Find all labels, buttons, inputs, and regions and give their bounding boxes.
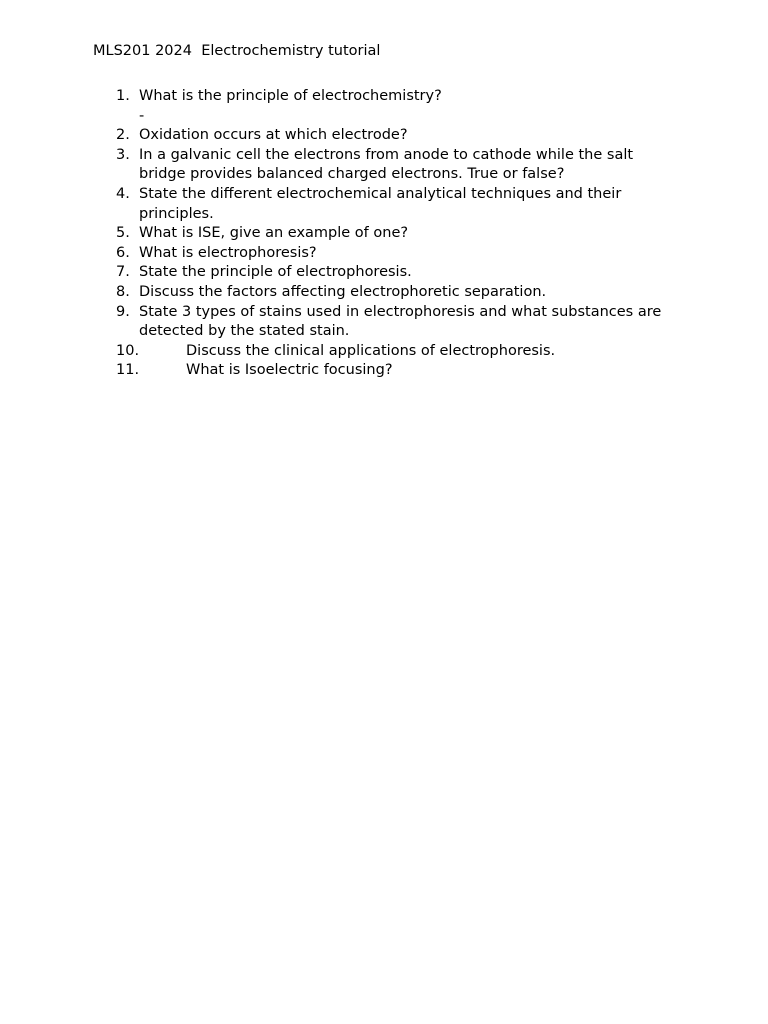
question-text: State the different electrochemical analytical techniques and their principles. xyxy=(139,185,622,222)
question-item xyxy=(0,224,686,244)
question-item xyxy=(0,126,686,146)
question-item xyxy=(0,361,686,381)
question-number: 9. xyxy=(116,303,130,320)
question-number: 10. xyxy=(116,342,140,359)
question-number: 11. xyxy=(116,362,140,379)
answer-dash: - xyxy=(139,107,145,124)
document-title: MLS201 2024 Electrochemistry tutorial xyxy=(93,43,381,59)
question-number: 7. xyxy=(116,264,130,281)
question-item xyxy=(0,283,686,303)
question-text: What is Isoelectric focusing? xyxy=(186,362,393,379)
question-item xyxy=(0,342,686,362)
question-item xyxy=(0,87,686,126)
question-text: Discuss the factors affecting electrophoretic separation. xyxy=(139,283,547,300)
question-text: Discuss the clinical applications of electrophoresis. xyxy=(186,342,556,359)
question-item xyxy=(0,244,686,264)
question-text: What is ISE, give an example of one? xyxy=(139,225,409,242)
question-number: 3. xyxy=(116,146,130,163)
question-text: In a galvanic cell the electrons from anode to cathode while the salt bridge provides balanced charged electrons. True or false? xyxy=(139,146,634,183)
question-text: State 3 types of stains used in electrophoresis and what substances are detected by the stated stain. xyxy=(139,303,662,340)
question-text: Oxidation occurs at which electrode? xyxy=(139,127,408,144)
question-text: State the principle of electrophoresis. xyxy=(139,264,412,281)
question-item xyxy=(0,185,686,224)
question-text: What is electrophoresis? xyxy=(139,244,317,261)
question-number: 1. xyxy=(116,88,130,104)
question-number: 5. xyxy=(116,225,130,242)
question-number: 4. xyxy=(116,185,130,202)
question-text: What is the principle of electrochemistry? xyxy=(139,88,442,104)
question-number: 6. xyxy=(116,244,130,261)
question-number: 2. xyxy=(116,127,130,144)
question-list xyxy=(0,87,686,381)
question-item xyxy=(0,146,686,185)
question-number: 8. xyxy=(116,283,130,300)
question-item xyxy=(0,303,686,342)
question-item xyxy=(0,263,686,283)
